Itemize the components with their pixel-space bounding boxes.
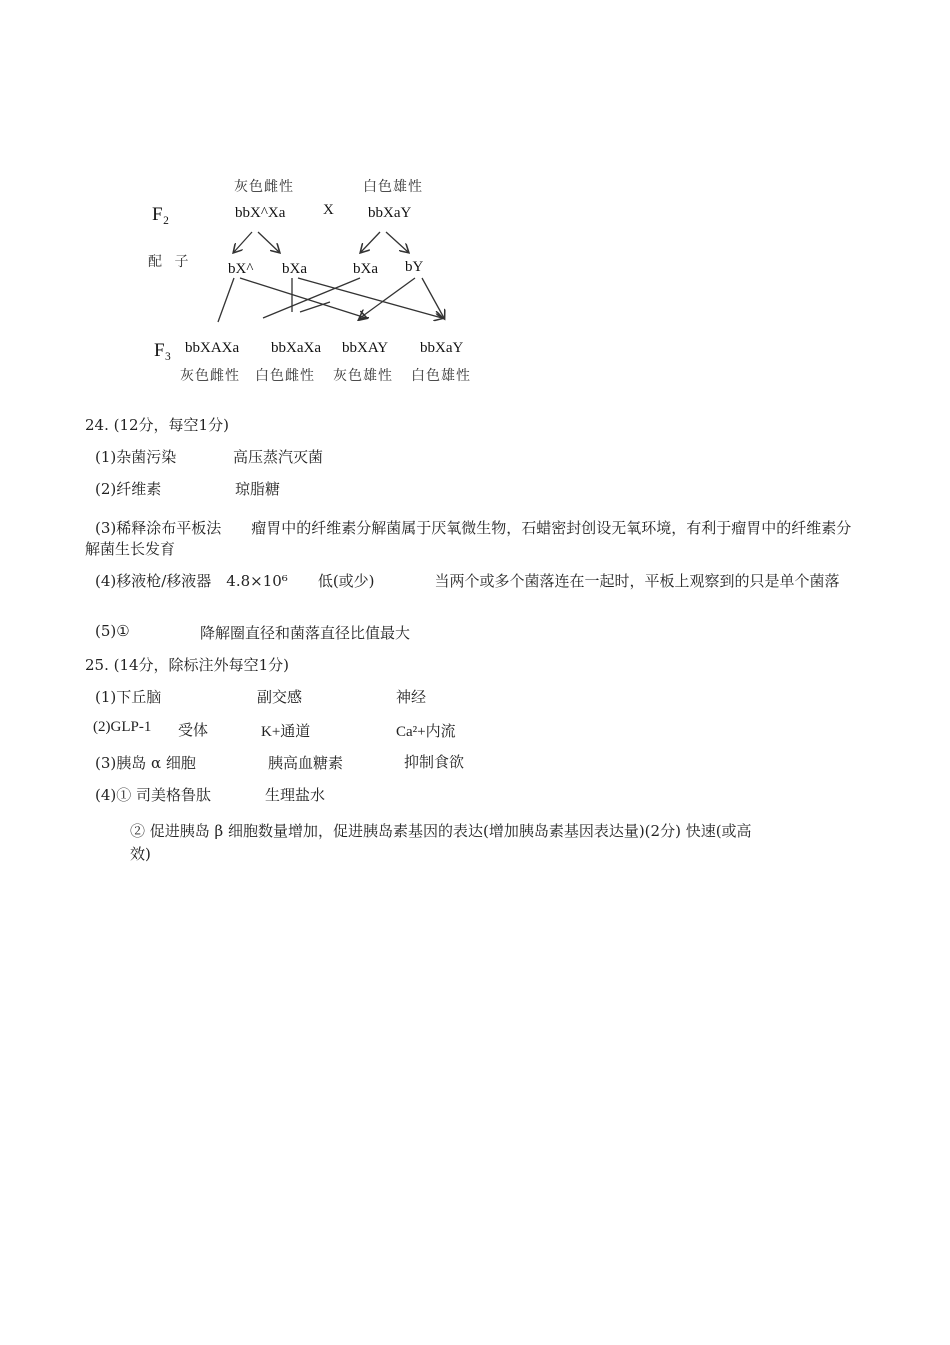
q25-answer-4a: (4)① 司美格鲁肽 bbox=[95, 786, 212, 804]
offspring-genotype-3: bbXAY bbox=[342, 340, 389, 356]
q24-answer-2b: 琼脂糖 bbox=[235, 480, 281, 498]
gamete-1: bX^ bbox=[228, 261, 254, 277]
q25-answer-2b: 受体 bbox=[178, 721, 209, 739]
q25-answer-2a: (2)GLP-1 bbox=[93, 719, 152, 735]
q25-header: 25. (14分，除标注外每空1分) bbox=[85, 656, 289, 674]
f2-label: F₂ bbox=[152, 204, 170, 225]
gamete-label: 配 子 bbox=[148, 254, 193, 270]
offspring-genotype-2: bbXaXa bbox=[271, 340, 321, 356]
offspring-phenotype-4: 白色雄性 bbox=[411, 368, 471, 384]
q24-answer-5b: 降解圈直径和菌落直径比值最大 bbox=[200, 624, 411, 642]
q25-answer-1b: 副交感 bbox=[257, 688, 303, 706]
q25-answer-2d: Ca²+内流 bbox=[396, 724, 456, 740]
parent-male-phenotype: 白色雄性 bbox=[363, 179, 423, 195]
q25-answer-4b: 生理盐水 bbox=[265, 786, 326, 804]
offspring-phenotype-1: 灰色雌性 bbox=[180, 368, 240, 384]
gamete-3: bXa bbox=[353, 261, 378, 277]
cross-arrows bbox=[0, 0, 950, 400]
parent-female-phenotype: 灰色雌性 bbox=[234, 179, 294, 195]
offspring-phenotype-2: 白色雌性 bbox=[255, 368, 315, 384]
gamete-4: bY bbox=[405, 259, 424, 275]
q25-answer-3a: (3)胰岛 α 细胞 bbox=[95, 754, 196, 772]
f3-label: F₃ bbox=[154, 340, 172, 361]
q25-answer-2c: K+通道 bbox=[261, 724, 311, 740]
q25-answer-5: ② 促进胰岛 β 细胞数量增加，促进胰岛素基因的表达(增加胰岛素基因表达量)(2分) 快速(或高效) bbox=[130, 822, 752, 863]
offspring-genotype-4: bbXaY bbox=[420, 340, 464, 356]
q25-answer-1a: (1)下丘脑 bbox=[95, 688, 162, 706]
q24-answer-1b: 高压蒸汽灭菌 bbox=[233, 448, 324, 466]
cross-symbol: X bbox=[323, 202, 334, 218]
q25-answer-3b: 胰高血糖素 bbox=[268, 754, 344, 772]
q24-answer-3: (3)稀释涂布平板法 瘤胃中的纤维素分解菌属于厌氧微生物，石蜡密封创设无氧环境，有利于瘤胃中的纤维素分解菌生长发育 bbox=[85, 519, 852, 558]
parent-male-genotype: bbXaY bbox=[368, 205, 412, 221]
q24-answer-4: (4)移液枪/移液器 4.8×10⁶ 低(或少) 当两个或多个菌落连在一起时，平板上观察到的只是单个菌落 bbox=[95, 572, 840, 590]
q24-answer-1a: (1)杂菌污染 bbox=[95, 448, 177, 466]
offspring-genotype-1: bbXAXa bbox=[185, 340, 240, 356]
q25-answer-3c: 抑制食欲 bbox=[404, 753, 465, 771]
q24-answer-2a: (2)纤维素 bbox=[95, 480, 162, 498]
parent-female-genotype: bbX^Xa bbox=[235, 205, 286, 221]
q25-answer-1c: 神经 bbox=[396, 688, 427, 706]
gamete-2: bXa bbox=[282, 261, 307, 277]
offspring-phenotype-3: 灰色雄性 bbox=[333, 368, 393, 384]
q24-header: 24. (12分，每空1分) bbox=[85, 416, 229, 434]
q24-answer-5a: (5)① bbox=[95, 622, 130, 640]
